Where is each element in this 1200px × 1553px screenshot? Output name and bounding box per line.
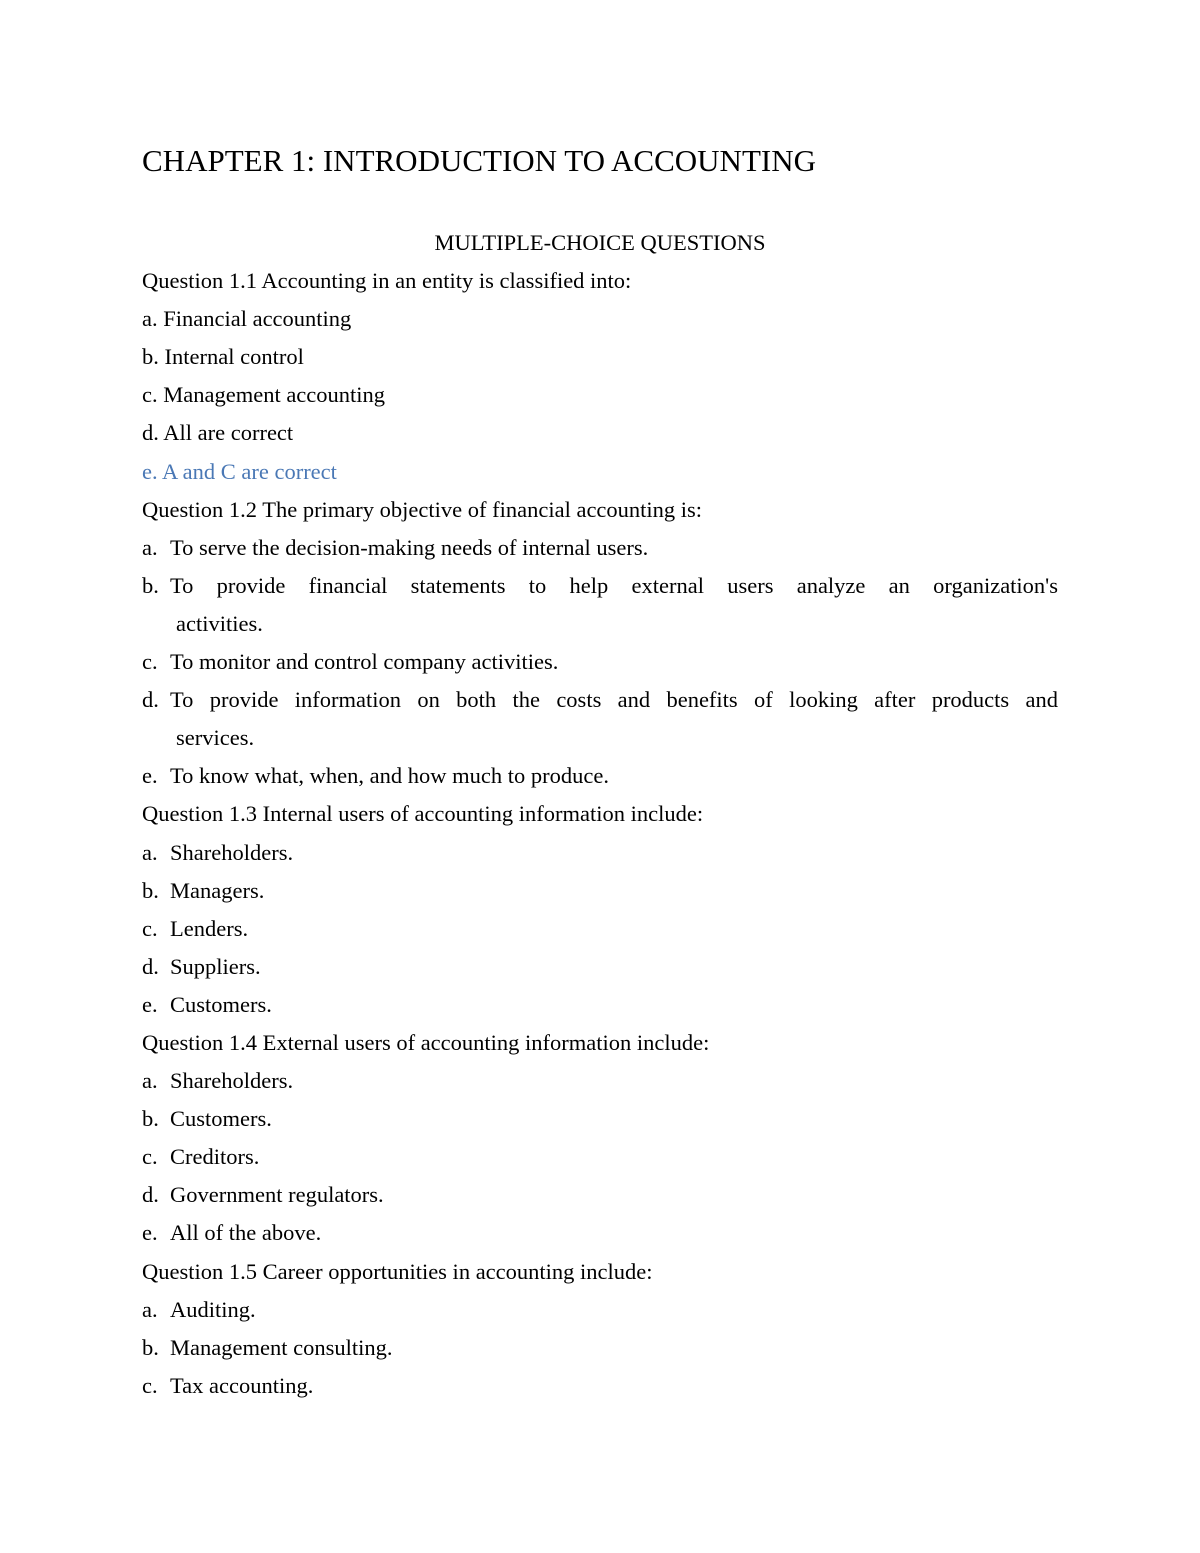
option-letter: a. (142, 1296, 158, 1322)
option-letter: d. (142, 1182, 159, 1208)
question-1-2-option-e (142, 757, 1058, 795)
option-letter: c. (142, 649, 158, 675)
question-1-2-option-d-continued: services. (176, 725, 255, 751)
question-1-3-option-e (142, 986, 1058, 1024)
option-text-line-1: To provide financial statements to help external users analyze an organization's (170, 572, 1058, 598)
question-1-1-option-c: c. Management accounting (142, 382, 386, 408)
option-letter: a. (142, 839, 158, 865)
question-1-1-title: Question 1.1 Accounting in an entity is classified into: (142, 268, 632, 294)
option-letter: d. (142, 953, 159, 979)
question-1-4-option-c (142, 1138, 1058, 1176)
option-text: Auditing. (170, 1296, 256, 1322)
chapter-title: CHAPTER 1: INTRODUCTION TO ACCOUNTING (142, 143, 816, 178)
option-letter: b. (142, 1334, 159, 1360)
question-1-5-option-a (142, 1291, 1058, 1329)
question-1-5-option-b (142, 1329, 1058, 1367)
question-1-4-option-e (142, 1214, 1058, 1252)
option-letter: b. (142, 877, 159, 903)
option-letter: a. (142, 1068, 158, 1094)
option-letter: d. (142, 687, 159, 713)
option-text: Management consulting. (170, 1334, 393, 1360)
question-1-2-option-b (142, 567, 1058, 605)
option-text: Customers. (170, 991, 272, 1017)
option-text: To know what, when, and how much to produce. (170, 763, 609, 789)
question-1-1-option-d: d. All are correct (142, 420, 294, 446)
option-text: Tax accounting. (170, 1372, 314, 1398)
question-1-5-title: Question 1.5 Career opportunities in accounting include: (142, 1258, 653, 1284)
question-1-2-option-c (142, 643, 1058, 681)
question-1-3-option-d (142, 948, 1058, 986)
question-1-4-option-d (142, 1176, 1058, 1214)
option-letter: a. (142, 534, 158, 560)
question-1-1-option-e-answer: e. A and C are correct (142, 458, 337, 484)
option-letter: c. (142, 1372, 158, 1398)
option-text: Lenders. (170, 915, 249, 941)
option-text: Government regulators. (170, 1182, 384, 1208)
option-text: Shareholders. (170, 1068, 294, 1094)
option-text: Managers. (170, 877, 265, 903)
option-text: Customers. (170, 1106, 272, 1132)
question-1-1-option-b: b. Internal control (142, 344, 304, 370)
question-1-3-title: Question 1.3 Internal users of accounting information include: (142, 801, 704, 827)
question-1-3-option-c (142, 910, 1058, 948)
option-text-line-1: To provide information on both the costs and benefits of looking after products and (170, 687, 1058, 713)
option-letter: e. (142, 991, 158, 1017)
question-1-3-option-b (142, 872, 1058, 910)
option-letter: c. (142, 1144, 158, 1170)
section-title: MULTIPLE-CHOICE QUESTIONS (434, 230, 766, 255)
question-1-4-title: Question 1.4 External users of accounting information include: (142, 1029, 710, 1055)
question-1-2-option-a (142, 529, 1058, 567)
option-text: To serve the decision-making needs of internal users. (170, 534, 649, 560)
option-text: Suppliers. (170, 953, 261, 979)
option-letter: e. (142, 763, 158, 789)
question-1-5-option-c (142, 1367, 1058, 1405)
question-1-2-option-d (142, 681, 1058, 719)
question-1-4-option-a (142, 1062, 1058, 1100)
option-text: Creditors. (170, 1144, 260, 1170)
option-letter: b. (142, 1106, 159, 1132)
question-1-3-option-a (142, 834, 1058, 872)
option-letter: c. (142, 915, 158, 941)
option-text: All of the above. (170, 1220, 322, 1246)
option-text: Shareholders. (170, 839, 294, 865)
option-letter: b. (142, 572, 159, 598)
question-1-1-option-a: a. Financial accounting (142, 306, 352, 332)
question-1-4-option-b (142, 1100, 1058, 1138)
question-1-2-title: Question 1.2 The primary objective of financial accounting is: (142, 496, 703, 522)
document-body (142, 224, 1058, 1405)
option-letter: e. (142, 1220, 158, 1246)
question-1-2-option-b-continued: activities. (176, 610, 263, 636)
option-text: To monitor and control company activities. (170, 649, 559, 675)
